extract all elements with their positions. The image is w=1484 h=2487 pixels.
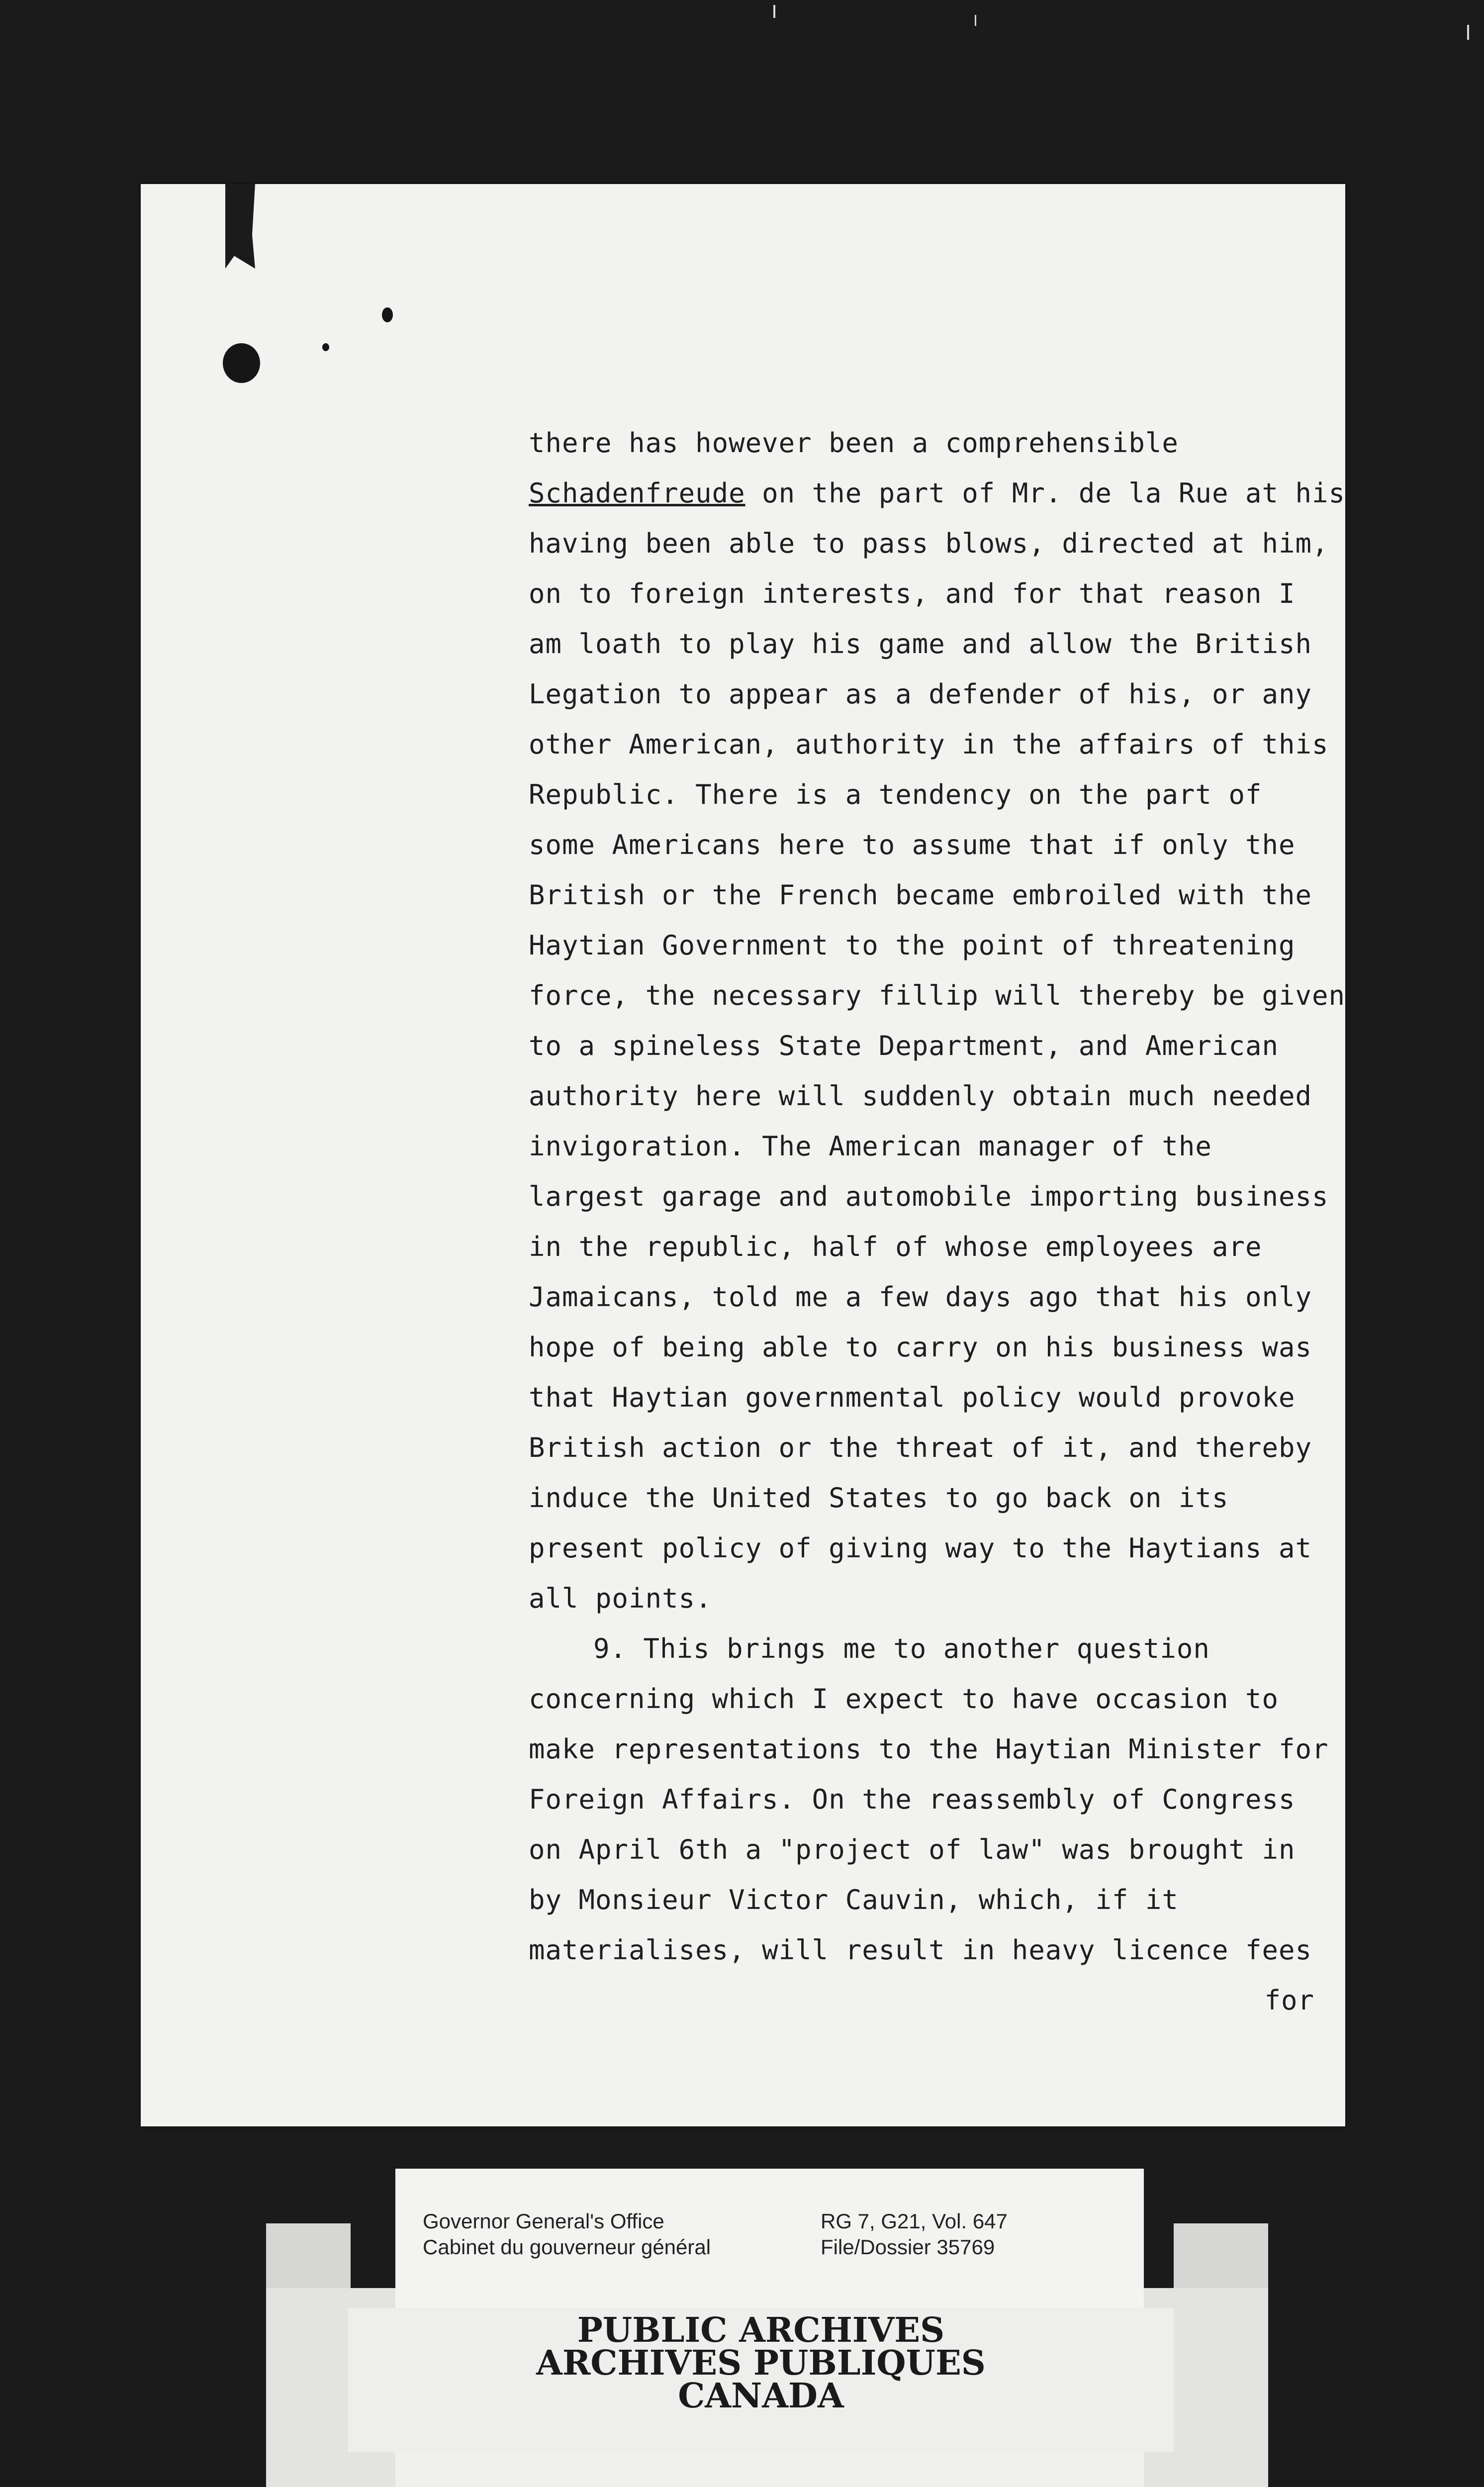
text-line: make representations to the Haytian Minister for bbox=[529, 1733, 1329, 1765]
text-line: all points. bbox=[529, 1583, 712, 1614]
staple-mark bbox=[225, 184, 255, 269]
text-line: hope of being able to carry on his business was bbox=[529, 1332, 1312, 1363]
film-scratch bbox=[773, 5, 775, 18]
ink-dot bbox=[322, 343, 329, 351]
text-line: British action or the threat of it, and thereby bbox=[529, 1432, 1312, 1463]
text-line: materialises, will result in heavy licence fees bbox=[529, 1934, 1312, 1966]
stamp-line-country: CANADA bbox=[678, 2376, 844, 2416]
text-line: to a spineless State Department, and American bbox=[529, 1030, 1279, 1061]
archive-band-tab bbox=[266, 2223, 351, 2298]
office-name bbox=[423, 2208, 711, 2260]
text-line: other American, authority in the affairs of this bbox=[529, 729, 1329, 760]
text-line: concerning which I expect to have occasion to bbox=[529, 1683, 1279, 1715]
archive-band-tab bbox=[1174, 2223, 1268, 2298]
text-line: Foreign Affairs. On the reassembly of Congress bbox=[529, 1784, 1296, 1815]
film-scratch bbox=[975, 15, 976, 26]
text-line: present policy of giving way to the Haytians at bbox=[529, 1532, 1312, 1564]
text-line: Haytian Government to the point of threatening bbox=[529, 930, 1296, 961]
text-fragment: on the part of Mr. de la Rue at his bbox=[745, 478, 1346, 509]
text-line: British or the French became embroiled with the bbox=[529, 879, 1312, 911]
archive-reference bbox=[821, 2208, 1008, 2260]
text-line: force, the necessary fillip will thereby be given bbox=[529, 980, 1346, 1011]
label-bottom-strip bbox=[395, 2452, 1144, 2487]
text-line: induce the United States to go back on its bbox=[529, 1482, 1229, 1514]
office-name-en: Governor General's Office bbox=[423, 2209, 664, 2233]
record-group: RG 7, G21, Vol. 647 bbox=[821, 2209, 1008, 2233]
ink-dot bbox=[382, 307, 393, 322]
paragraph-9-start: 9. This brings me to another question bbox=[593, 1633, 1210, 1664]
public-archives-stamp bbox=[348, 2308, 1174, 2452]
text-line: Republic. There is a tendency on the part of bbox=[529, 779, 1262, 810]
stamp-line-en: PUBLIC ARCHIVES bbox=[577, 2310, 945, 2350]
text-line: in the republic, half of whose employees are bbox=[529, 1231, 1262, 1262]
text-line: on to foreign interests, and for that reason I bbox=[529, 578, 1296, 609]
text-line: by Monsieur Victor Cauvin, which, if it bbox=[529, 1884, 1179, 1915]
catchword: for bbox=[1264, 1985, 1314, 2016]
text-line: on April 6th a "project of law" was brought in bbox=[529, 1834, 1296, 1865]
text-line: having been able to pass blows, directed at him, bbox=[529, 528, 1329, 559]
document-page bbox=[141, 184, 1345, 2126]
punch-hole bbox=[223, 343, 260, 383]
text-line: am loath to play his game and allow the British bbox=[529, 628, 1312, 660]
file-number: File/Dossier 35769 bbox=[821, 2235, 995, 2259]
text-line: invigoration. The American manager of the bbox=[529, 1131, 1212, 1162]
text-line: there has however been a comprehensible bbox=[529, 427, 1179, 459]
text-line: largest garage and automobile importing business bbox=[529, 1181, 1329, 1212]
text-line: authority here will suddenly obtain much needed bbox=[529, 1080, 1312, 1112]
text-line: Jamaicans, told me a few days ago that his only bbox=[529, 1281, 1312, 1313]
stamp-line-fr: ARCHIVES PUBLIQUES bbox=[536, 2343, 986, 2383]
underlined-word: Schadenfreude bbox=[529, 478, 745, 509]
text-line: some Americans here to assume that if only the bbox=[529, 829, 1296, 861]
office-name-fr: Cabinet du gouverneur général bbox=[423, 2235, 711, 2259]
text-line: Legation to appear as a defender of his, or any bbox=[529, 678, 1312, 710]
letter-body bbox=[529, 418, 1346, 2025]
film-scratch bbox=[1467, 25, 1469, 40]
text-line bbox=[529, 468, 1346, 518]
text-line: that Haytian governmental policy would provoke bbox=[529, 1382, 1296, 1413]
